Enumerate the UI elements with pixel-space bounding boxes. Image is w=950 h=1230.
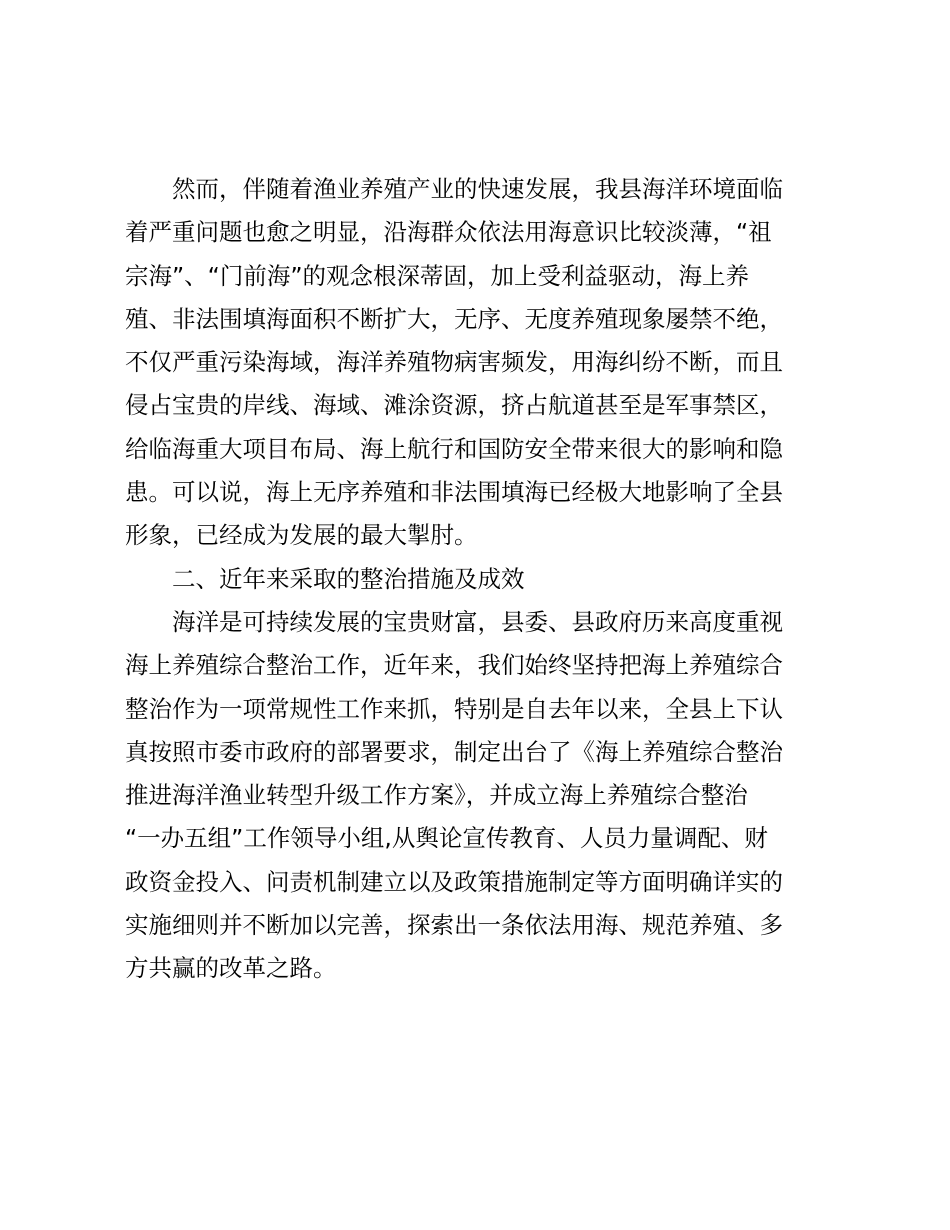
paragraph-1: [125, 168, 825, 601]
section-heading: 二、近年来采取的整治措施及成效: [172, 564, 525, 593]
paragraph-line: 不仅严重污染海域，海洋养殖物病害频发，用海纠纷不断，而且: [125, 348, 783, 377]
paragraph-line: 实施细则并不断加以完善，探索出一条依法用海、规范养殖、多: [125, 911, 783, 940]
paragraph-2: [125, 601, 825, 991]
paragraph-line: 殖、非法围填海面积不断扩大，无序、无度养殖现象屡禁不绝，: [125, 304, 783, 333]
paragraph-line: 方共赢的改革之路。: [125, 954, 337, 983]
paragraph-line: 整治作为一项常规性工作来抓，特别是自去年以来，全县上下认: [125, 694, 783, 723]
paragraph-line: 政资金投入、问责机制建立以及政策措施制定等方面明确详实的: [125, 867, 783, 896]
paragraph-line: 着严重问题也愈之明显，沿海群众依法用海意识比较淡薄，“祖: [125, 218, 772, 247]
paragraph-line: 侵占宝贵的岸线、海域、滩涂资源，挤占航道甚至是军事禁区，: [125, 391, 783, 420]
paragraph-line: 海上养殖综合整治工作，近年来，我们始终坚持把海上养殖综合: [125, 651, 783, 680]
paragraph-line: 形象，已经成为发展的最大掣肘。: [125, 521, 478, 550]
paragraph-line: “一办五组”工作领导小组,从舆论宣传教育、人员力量调配、财: [125, 824, 768, 853]
paragraph-line: 推进海洋渔业转型升级工作方案》，并成立海上养殖综合整治: [125, 781, 748, 810]
paragraph-line: 给临海重大项目布局、海上航行和国防安全带来很大的影响和隐: [125, 434, 783, 463]
paragraph-line: 海洋是可持续发展的宝贵财富，县委、县政府历来高度重视: [172, 608, 783, 636]
paragraph-line: 患。可以说，海上无序养殖和非法围填海已经极大地影响了全县: [125, 478, 783, 507]
paragraph-line: 真按照市委市政府的部署要求，制定出台了《海上养殖综合整治: [125, 737, 783, 766]
paragraph-line: 宗海”、“门前海”的观念根深蒂固，加上受利益驱动，海上养: [125, 261, 750, 290]
paragraph-line: 然而，伴随着渔业养殖产业的快速发展，我县海洋环境面临: [172, 175, 783, 203]
